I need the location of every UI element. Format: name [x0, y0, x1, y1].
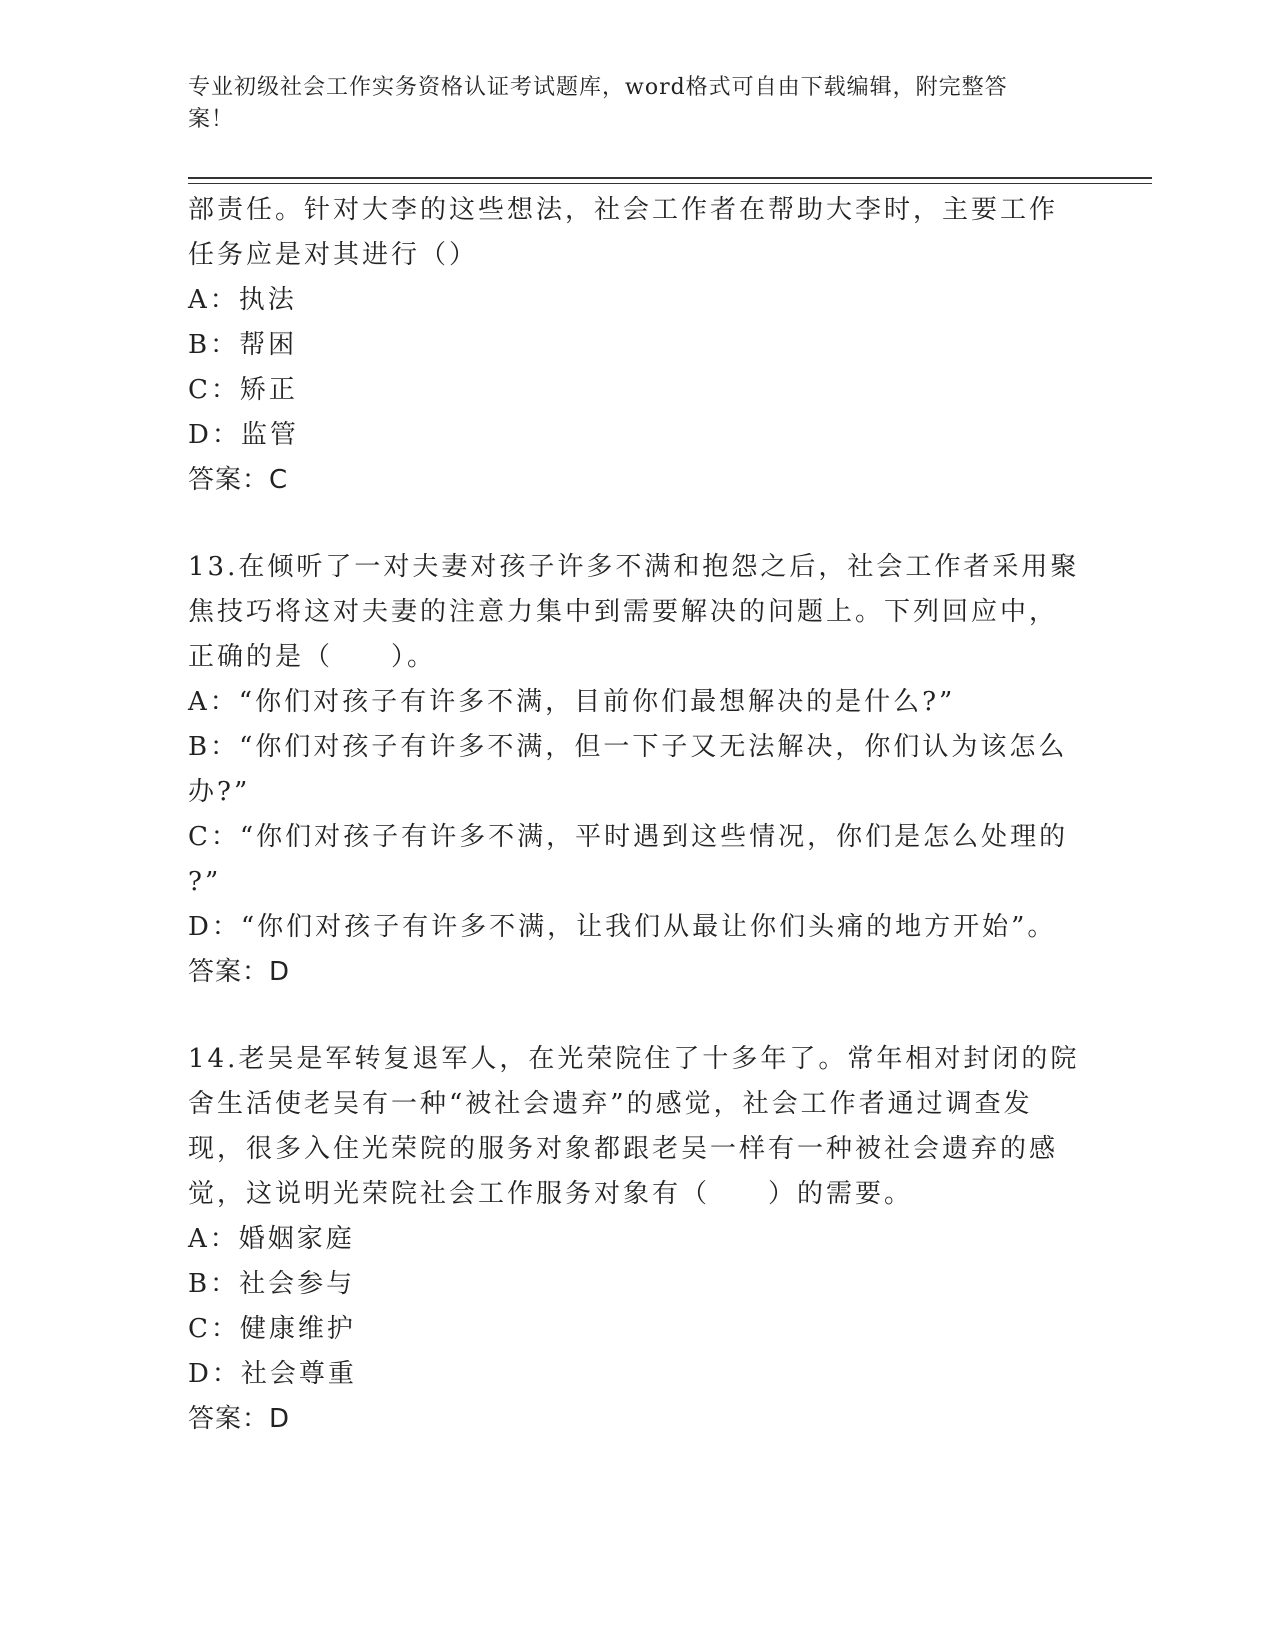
question-12-stem-line: 任务应是对其进行（）: [188, 240, 479, 270]
question-12: [188, 188, 1088, 503]
document-header: [188, 72, 1068, 136]
header-divider-thick: [188, 177, 1152, 179]
question-spacer: [188, 503, 1088, 545]
question-13-stem-line: 13.在倾听了一对夫妻对孩子许多不满和抱怨之后，社会工作者采用聚: [188, 552, 1080, 582]
question-12-option-a: A：执法: [188, 285, 297, 315]
question-14-option-c: C：健康维护: [188, 1314, 356, 1344]
question-13-answer: 答案：D: [188, 957, 291, 987]
question-14-answer: 答案：D: [188, 1404, 291, 1434]
question-13-option-b-cont: 办?”: [188, 777, 251, 807]
question-14-option-a: A：婚姻家庭: [188, 1224, 355, 1254]
question-14-option-d: D：社会尊重: [188, 1359, 357, 1389]
header-line-2: 案！: [188, 107, 235, 132]
header-line-1: 专业初级社会工作实务资格认证考试题库，word格式可自由下载编辑，附完整答: [188, 75, 1008, 100]
question-13-option-a: A：“你们对孩子有许多不满，目前你们最想解决的是什么?”: [188, 687, 956, 717]
question-14-stem-line: 舍生活使老吴有一种“被社会遗弃”的感觉，社会工作者通过调查发: [188, 1089, 1033, 1119]
question-13-option-b: B：“你们对孩子有许多不满，但一下子又无法解决，你们认为该怎么: [188, 732, 1068, 762]
question-13-option-c: C：“你们对孩子有许多不满，平时遇到这些情况，你们是怎么处理的: [188, 822, 1069, 852]
question-13-option-c-cont: ?”: [188, 867, 222, 897]
question-12-option-c: C：矫正: [188, 375, 298, 405]
question-12-stem-line: 部责任。针对大李的这些想法，社会工作者在帮助大李时，主要工作: [188, 195, 1059, 225]
question-14-stem-line: 现，很多入住光荣院的服务对象都跟老吴一样有一种被社会遗弃的感: [188, 1134, 1059, 1164]
header-divider-thin: [188, 183, 1152, 184]
question-13-option-d: D：“你们对孩子有许多不满，让我们从最让你们头痛的地方开始”。: [188, 912, 1057, 942]
question-14: [188, 1037, 1088, 1442]
document-body: [188, 188, 1088, 1442]
question-14-stem-line: 觉，这说明光荣院社会工作服务对象有（ ）的需要。: [188, 1179, 914, 1209]
question-13-stem-line: 正确的是（ ）。: [188, 642, 437, 672]
question-14-stem-line: 14.老吴是军转复退军人，在光荣院住了十多年了。常年相对封闭的院: [188, 1044, 1080, 1074]
question-spacer: [188, 995, 1088, 1037]
question-12-option-d: D：监管: [188, 420, 299, 450]
question-12-option-b: B：帮困: [188, 330, 298, 360]
question-13: [188, 545, 1088, 995]
question-12-answer: 答案：C: [188, 465, 289, 495]
question-13-stem-line: 焦技巧将这对夫妻的注意力集中到需要解决的问题上。下列回应中，: [188, 597, 1059, 627]
question-14-option-b: B：社会参与: [188, 1269, 356, 1299]
